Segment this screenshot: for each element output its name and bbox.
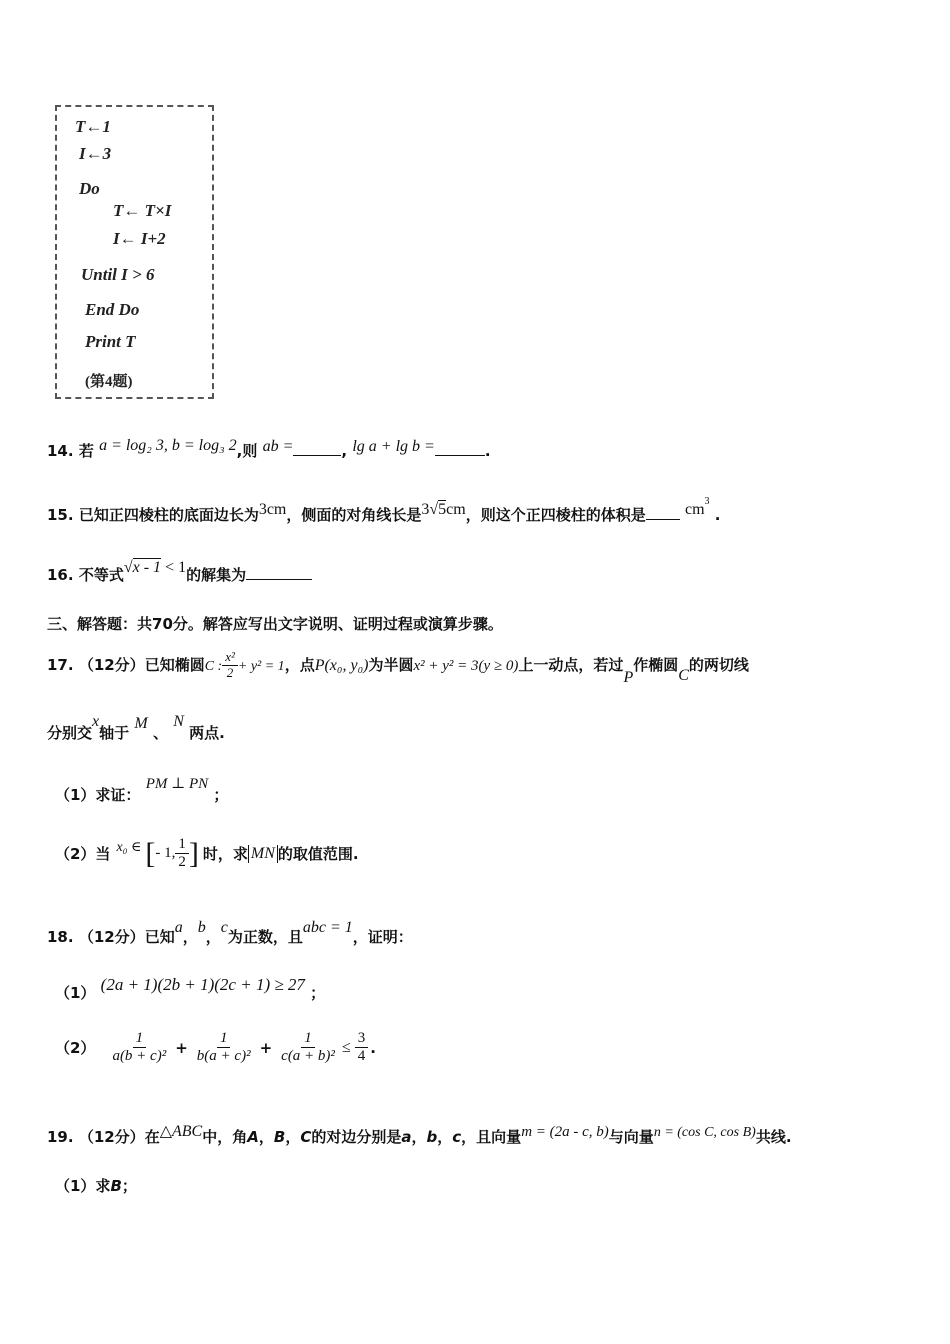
q19-text-5: 与向量: [608, 1128, 654, 1146]
q17-ellipse-frac: [222, 650, 238, 681]
q18-text-2: 为正数，且: [227, 928, 303, 946]
q18-part1-label: （1）: [55, 984, 96, 1002]
q18-number: 18.: [47, 928, 74, 946]
q18-frac2-num: 1: [217, 1030, 231, 1048]
q17-score: （12分）: [78, 655, 145, 674]
q15-number: 15.: [47, 506, 74, 524]
q18-frac3-num: 1: [301, 1030, 315, 1048]
q15-unit-exp: 3: [704, 496, 710, 507]
q19-sep-side-a: ，: [411, 1128, 427, 1146]
q19-part-1: [55, 1175, 137, 1196]
q19-part1-var: B: [110, 1177, 122, 1195]
q17-ellipse-label: C :: [204, 658, 223, 674]
q19-angle-c: C: [300, 1128, 312, 1146]
question-17-line-2: [47, 713, 225, 743]
q17-interval-left-bracket: [: [145, 836, 156, 870]
q16-text-2: 的解集为: [186, 566, 247, 584]
q14-mid: ,则: [236, 442, 258, 460]
q15-unit: [684, 496, 710, 518]
question-14: [47, 437, 491, 461]
code-line-6: Until I > 6: [81, 265, 155, 284]
q17-text-3: 为半圆: [368, 655, 414, 674]
q18-part-1: [55, 975, 326, 1003]
q17-line2-text-2: 轴于: [99, 724, 130, 742]
question-16: [47, 559, 312, 585]
q16-radicand: x - 1: [132, 559, 162, 576]
q17-part1-end: ；: [213, 786, 229, 804]
q14-number: 14.: [47, 442, 74, 460]
q18-b: b: [197, 919, 206, 936]
q17-c: C: [678, 666, 689, 684]
q19-vector-n: n = (cos C, cos B): [653, 1125, 756, 1140]
q14-expr1: ab =: [262, 438, 294, 455]
q19-score: （12分）: [78, 1128, 145, 1146]
code-line-2: I←3: [79, 144, 112, 163]
q14-prefix: 若: [78, 442, 94, 460]
q18-condition: abc = 1: [302, 919, 353, 936]
q17-part2-text-1: 时，求: [202, 845, 248, 864]
q17-text-6: 的两切线: [688, 655, 749, 674]
question-18: [47, 919, 413, 947]
q15-text-2: ，侧面的对角线长是: [286, 506, 422, 524]
q17-interval-left: - 1,: [155, 845, 176, 862]
q17-part1-label: （1）求证：: [55, 786, 141, 804]
q18-frac1-num: 1: [133, 1030, 147, 1048]
q19-part1-end: ；: [121, 1177, 137, 1195]
q18-a: a: [174, 919, 183, 936]
q16-blank[interactable]: [246, 565, 312, 580]
q15-text-3: ，则这个正四棱柱的体积是: [465, 506, 646, 524]
q18-le: ≤: [341, 1038, 351, 1056]
q17-text-5: 作椭圆: [633, 655, 679, 674]
q15-blank[interactable]: [646, 505, 680, 520]
q17-x: x: [92, 713, 100, 730]
q18-part-2: [55, 1030, 376, 1066]
q19-text-2: 中，角: [202, 1128, 248, 1146]
q18-frac4-num: 3: [355, 1030, 369, 1048]
q17-interval-frac: [175, 836, 189, 872]
q19-side-c: c: [452, 1128, 462, 1146]
q16-ineq-rhs: < 1: [165, 559, 187, 576]
q19-sep-a: ，: [258, 1128, 274, 1146]
q18-frac4-den: 4: [357, 1048, 366, 1065]
q15-diag-unit: cm: [446, 501, 466, 518]
q15-diagonal: 3√5cm: [421, 501, 466, 518]
q18-part1-expr: (2a + 1)(2b + 1)(2c + 1) ≥ 27: [100, 975, 305, 994]
q17-interval-right-bracket: ]: [188, 836, 199, 870]
q17-text-4: 上一动点，若过: [518, 655, 624, 674]
q18-frac-4: [355, 1030, 369, 1066]
q18-frac-2: [194, 1030, 254, 1066]
q15-end: .: [714, 506, 721, 524]
q18-frac2-den: b(a + c)²: [196, 1048, 251, 1065]
q14-end: .: [484, 442, 491, 460]
q17-part2-text-2: 的取值范围.: [277, 845, 359, 864]
q17-line2-text-3: 、: [152, 724, 168, 742]
q19-side-a: a: [401, 1128, 412, 1146]
q19-sep-side-b: ，: [437, 1128, 453, 1146]
q18-part1-end: ；: [310, 984, 326, 1002]
q18-frac-1: [109, 1030, 169, 1066]
code-line-1: T←1: [75, 117, 111, 136]
q19-text-4: ，且向量: [461, 1128, 522, 1146]
section-3-heading: 三、解答题：共70分。解答应写出文字说明、证明过程或演算步骤。: [47, 615, 503, 633]
q15-diag-coef: 3: [421, 501, 430, 518]
question-15: [47, 496, 721, 525]
q17-part2-label: （2）当: [55, 845, 111, 864]
code-line-3: Do: [79, 179, 100, 198]
q18-frac1-den: a(b + c)²: [112, 1048, 167, 1065]
q15-base-edge: 3cm: [258, 501, 287, 518]
q16-text-1: 不等式: [78, 566, 124, 584]
q17-part2-var: x₀ ∈: [116, 840, 142, 856]
q19-vector-m: m = (2a - c, b): [521, 1124, 609, 1140]
q17-n: N: [173, 713, 184, 730]
q19-side-b: b: [426, 1128, 438, 1146]
q18-comma-2: ，: [205, 928, 221, 946]
code-line-8: Print T: [85, 332, 136, 351]
q17-text-2: ，点: [284, 655, 315, 674]
q15-diag-radicand: 5: [438, 501, 447, 518]
q18-part2-label: （2）: [55, 1039, 96, 1058]
q19-sep-b: ，: [285, 1128, 301, 1146]
q17-interval-frac-num: 1: [175, 836, 189, 854]
q17-number: 17.: [47, 655, 74, 674]
q18-text-3: ，证明：: [352, 928, 413, 946]
q14-definition: a = log₂ 3, b = log₃ 2: [99, 437, 237, 454]
q19-text-3: 的对边分别是: [311, 1128, 402, 1146]
q14-blank-1[interactable]: [293, 441, 341, 456]
q16-number: 16.: [47, 566, 74, 584]
q19-text-1: 在: [144, 1128, 160, 1146]
q17-m: M: [134, 715, 148, 732]
q17-point: P(x₀, y₀): [314, 656, 369, 674]
q17-line2-text-4: 两点.: [189, 724, 225, 742]
q17-ellipse-rest: + y² = 1: [237, 658, 285, 674]
q15-text-1: 已知正四棱柱的底面边长为: [78, 506, 259, 524]
q17-ellipse-num: x²: [222, 650, 238, 666]
q18-text-1: 已知: [144, 928, 175, 946]
q17-interval-frac-den: 2: [178, 854, 186, 871]
q18-plus-2: +: [259, 1038, 273, 1057]
q18-c: c: [220, 919, 228, 936]
q14-sep: ,: [341, 442, 348, 460]
q17-part-1: [55, 776, 229, 805]
q17-text-1: 已知椭圆: [144, 655, 205, 674]
q17-ellipse-den: 2: [226, 664, 234, 680]
q15-unit-base: cm: [684, 501, 705, 518]
flowchart-code-box: [55, 105, 214, 399]
question-19: [47, 1123, 792, 1147]
code-caption: (第4题): [85, 374, 133, 390]
q16-inequality: √x - 1 < 1: [123, 559, 187, 576]
code-line-5: I← I+2: [113, 229, 166, 248]
q18-plus-1: +: [175, 1038, 188, 1057]
q18-score: （12分）: [78, 928, 145, 946]
q18-frac-3: [278, 1030, 338, 1066]
q17-part2-abs: MN: [248, 845, 278, 863]
q17-p: P: [623, 668, 634, 686]
q19-angle-a: A: [247, 1128, 259, 1146]
q18-part2-end: .: [370, 1038, 376, 1057]
q19-triangle: △ABC: [159, 1123, 203, 1140]
q19-text-6: 共线.: [755, 1128, 792, 1146]
code-line-7: End Do: [85, 300, 140, 319]
q18-frac3-den: c(a + b)²: [281, 1048, 335, 1065]
q18-comma-1: ，: [182, 928, 198, 946]
q17-line2-text-1: 分别交: [47, 724, 93, 742]
q17-part-2: [55, 836, 359, 872]
question-17-line-1: [47, 649, 749, 686]
q14-expr2: lg a + lg b =: [352, 438, 435, 455]
q14-blank-2[interactable]: [435, 441, 485, 456]
q17-semicircle: x² + y² = 3(y ≥ 0): [413, 657, 519, 674]
q19-number: 19.: [47, 1128, 74, 1146]
q17-part1-expr: PM ⊥ PN: [145, 776, 209, 792]
code-line-4: T← T×I: [113, 201, 172, 220]
q19-part1-label: （1）求: [55, 1177, 111, 1195]
q19-angle-b: B: [273, 1128, 286, 1146]
